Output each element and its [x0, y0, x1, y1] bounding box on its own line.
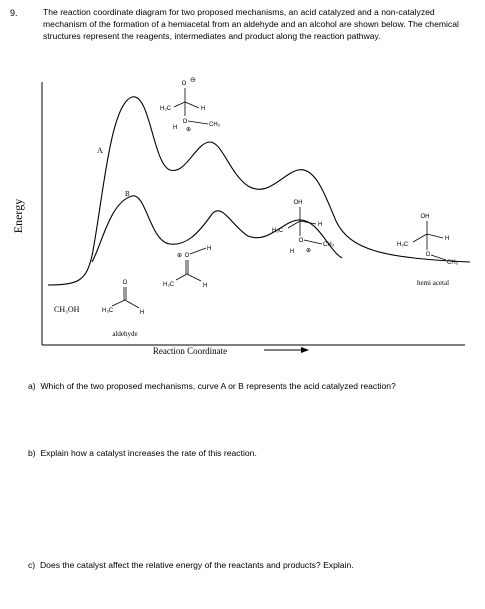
svg-text:O: O — [425, 252, 431, 258]
curve-a-label: A — [97, 146, 103, 155]
question-a-label: a) — [28, 381, 36, 391]
svg-text:H: H — [445, 236, 450, 242]
svg-text:CH₃: CH₃ — [447, 260, 459, 266]
svg-text:O: O — [298, 238, 304, 244]
product-label: hemi acetal — [416, 279, 450, 287]
question-a — [28, 380, 428, 393]
svg-text:H: H — [290, 249, 295, 255]
svg-text:H: H — [207, 246, 212, 252]
svg-text:CH₃: CH₃ — [209, 122, 221, 128]
question-c-text: Does the catalyst affect the relative energy of the reactants and products? Explain. — [39, 560, 354, 570]
svg-text:O: O — [184, 253, 190, 259]
question-b-label: b) — [28, 448, 36, 458]
svg-text:OH: OH — [293, 200, 303, 206]
curve-b-label: B — [125, 190, 130, 198]
x-axis-label: Reaction Coordinate — [152, 346, 228, 356]
svg-text:H: H — [201, 106, 206, 112]
question-intro: The reaction coordinate diagram for two proposed mechanisms, an acid catalyzed and a non-catalyzed mechanism of the formation of a hemiacetal from an aldehyde and an alcohol are shown below. The chemical structures represent the reagents, intermediates and product along the reaction pathway. — [43, 7, 459, 42]
curve-a — [48, 97, 470, 285]
svg-text:OH: OH — [420, 214, 430, 220]
reactant-alcohol: CH₃OH — [54, 305, 80, 314]
svg-text:O: O — [182, 119, 188, 125]
question-c — [28, 559, 468, 572]
svg-text:⊕: ⊕ — [306, 248, 312, 254]
svg-text:H₃C: H₃C — [272, 228, 284, 234]
svg-text:H: H — [203, 283, 208, 289]
svg-text:H: H — [140, 310, 145, 316]
svg-text:⊕: ⊕ — [186, 127, 192, 133]
svg-text:H₃C: H₃C — [160, 106, 172, 112]
svg-text:H₃C: H₃C — [102, 308, 114, 314]
svg-text:H₃C: H₃C — [397, 242, 409, 248]
question-b — [28, 447, 448, 460]
question-b-text: Explain how a catalyst increases the rate of this reaction. — [40, 448, 257, 458]
intermediate-b-structure — [163, 246, 211, 289]
svg-text:O: O — [181, 81, 187, 87]
svg-text:⊖: ⊖ — [190, 77, 196, 84]
svg-text:⊕: ⊕ — [177, 253, 183, 259]
y-axis-label: Energy — [11, 198, 25, 234]
svg-text:O: O — [122, 280, 128, 286]
reaction-coordinate-diagram — [0, 74, 485, 374]
svg-text:CH₃: CH₃ — [323, 242, 335, 248]
svg-text:H: H — [318, 222, 323, 228]
curve-b — [92, 196, 342, 262]
intermediate-2-structure — [272, 200, 335, 255]
question-number: 9. — [10, 8, 18, 18]
aldehyde-structure — [102, 280, 144, 316]
aldehyde-label: aldehyde — [112, 330, 138, 338]
svg-text:H₃C: H₃C — [163, 282, 175, 288]
question-a-text: Which of the two proposed mechanisms, curve A or B represents the acid catalyzed reaction? — [40, 381, 396, 391]
svg-text:H: H — [173, 125, 178, 131]
intermediate-a-structure — [160, 77, 221, 133]
question-c-label: c) — [28, 560, 36, 570]
product-structure — [397, 214, 459, 266]
